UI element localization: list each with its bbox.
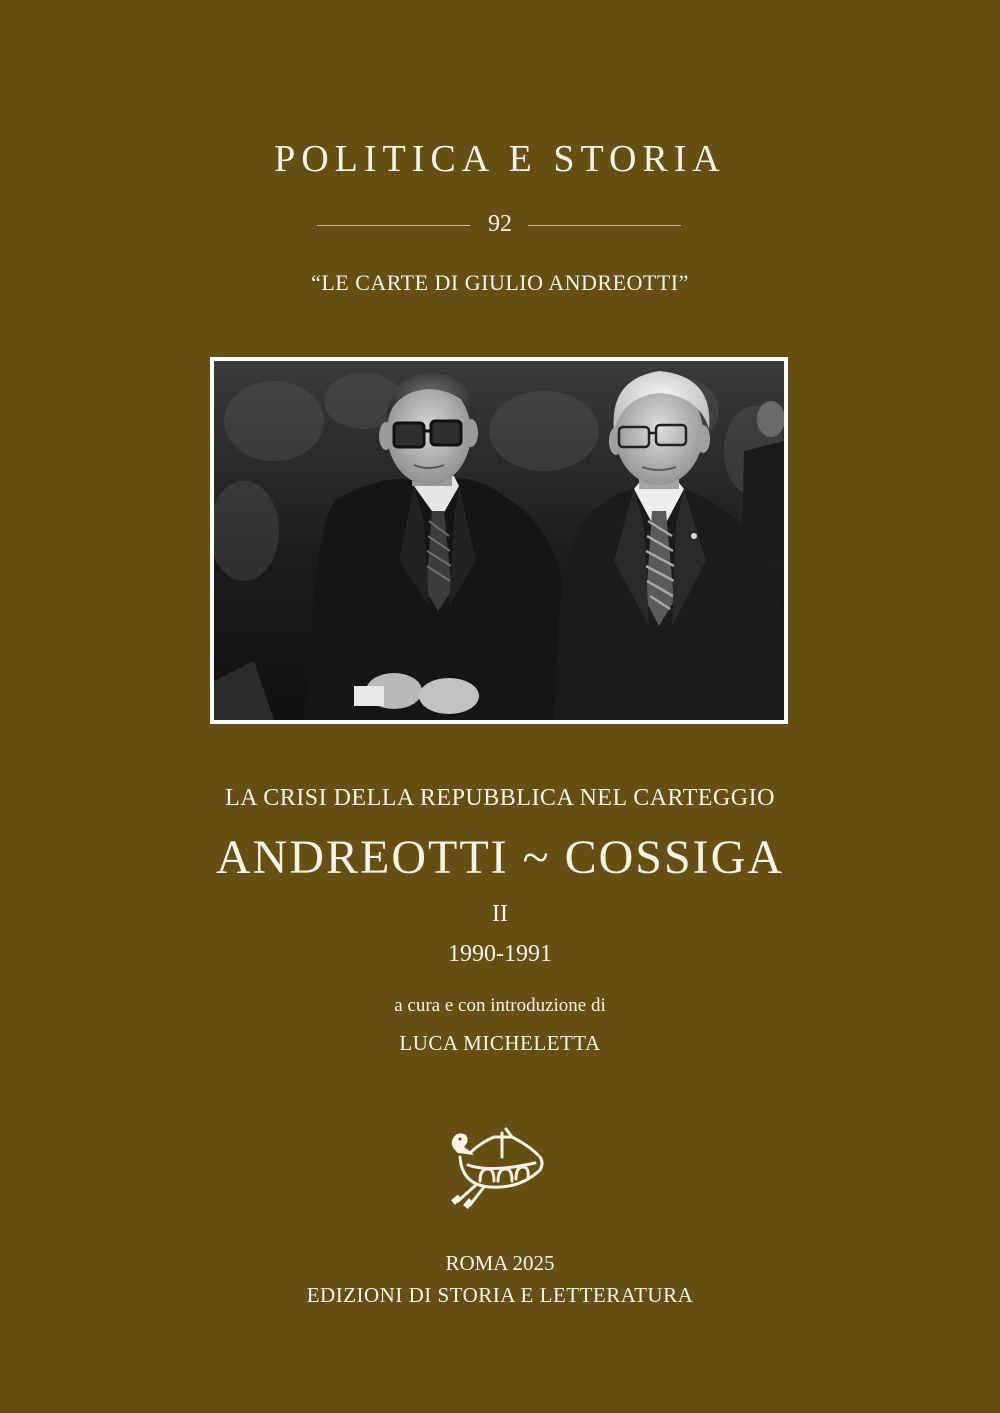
editor-credit: a cura e con introduzione di xyxy=(394,995,606,1016)
series-title: POLITICA E STORIA xyxy=(274,138,726,180)
volume-years: 1990-1991 xyxy=(448,941,552,967)
subseries-title: “LE CARTE DI GIULIO ANDREOTTI” xyxy=(311,270,689,295)
publisher-logo-icon xyxy=(440,1115,560,1210)
imprint-city-year: ROMA 2025 xyxy=(445,1251,555,1275)
series-number: 92 xyxy=(488,211,512,237)
book-pre-title: LA CRISI DELLA REPUBBLICA NEL CARTEGGIO xyxy=(225,785,775,811)
publisher-name: EDIZIONI DI STORIA E LETTERATURA xyxy=(306,1283,694,1307)
series-rule-right xyxy=(528,225,681,226)
volume-number: II xyxy=(492,901,508,927)
book-title: ANDREOTTI ~ COSSIGA xyxy=(216,831,784,884)
portrait-photo-icon xyxy=(214,361,784,720)
cover-photo xyxy=(210,357,788,724)
editor-name: LUCA MICHELETTA xyxy=(399,1031,601,1055)
